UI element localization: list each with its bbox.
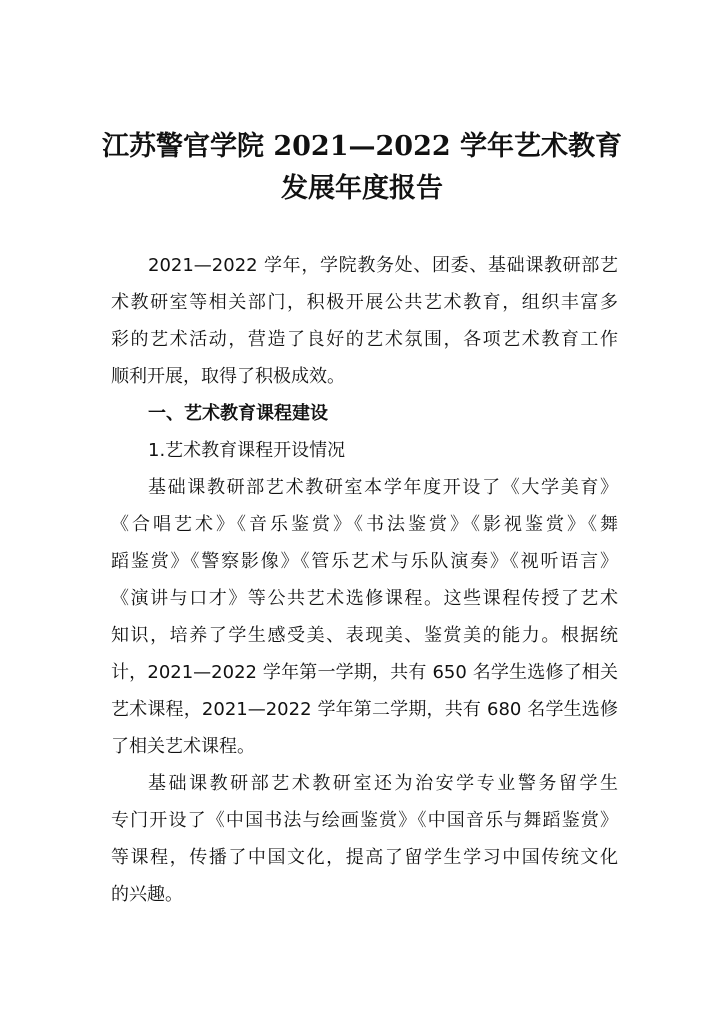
- paragraph-line: 基础课教研部艺术教研室本学年度开设了《大学美育》: [148, 477, 618, 498]
- document-title-line-2: 发展年度报告: [281, 173, 443, 204]
- paragraph-line: 蹈鉴赏》《警察影像》《管乐艺术与乐队演奏》《视听语言》: [111, 551, 618, 572]
- paragraph-line: 计，2021—2022 学年第一学期，共有 650 名学生选修了相关: [111, 662, 618, 683]
- paragraph-line: 知识，培养了学生感受美、表现美、鉴赏美的能力。根据统: [111, 625, 618, 646]
- section-heading: 一、艺术教育课程建设: [148, 403, 328, 424]
- paragraph-line: 基础课教研部艺术教研室还为治安学专业警务留学生: [148, 773, 618, 794]
- paragraph-line: 2021—2022 学年，学院教务处、团委、基础课教研部艺: [148, 255, 618, 276]
- paragraph-line: 顺利开展，取得了积极成效。: [111, 366, 345, 387]
- paragraph-line: 专门开设了《中国书法与绘画鉴赏》《中国音乐与舞蹈鉴赏》: [111, 810, 618, 831]
- paragraph-line: 等课程，传播了中国文化，提高了留学生学习中国传统文化: [111, 847, 618, 868]
- paragraph-line: 彩的艺术活动，营造了良好的艺术氛围，各项艺术教育工作: [111, 329, 618, 350]
- paragraph-line: 了相关艺术课程。: [111, 736, 255, 757]
- paragraph-line: 术教研室等相关部门，积极开展公共艺术教育，组织丰富多: [111, 292, 618, 313]
- paragraph-line: 《合唱艺术》《音乐鉴赏》《书法鉴赏》《影视鉴赏》《舞: [111, 514, 618, 535]
- subsection-heading: 1.艺术教育课程开设情况: [148, 440, 346, 461]
- paragraph-line: 艺术课程，2021—2022 学年第二学期，共有 680 名学生选修: [111, 699, 618, 720]
- document-title-line-1: 江苏警官学院 2021—2022 学年艺术教育: [101, 131, 623, 162]
- paragraph-line: 《演讲与口才》等公共艺术选修课程。这些课程传授了艺术: [111, 588, 618, 609]
- paragraph-line: 的兴趣。: [111, 884, 183, 905]
